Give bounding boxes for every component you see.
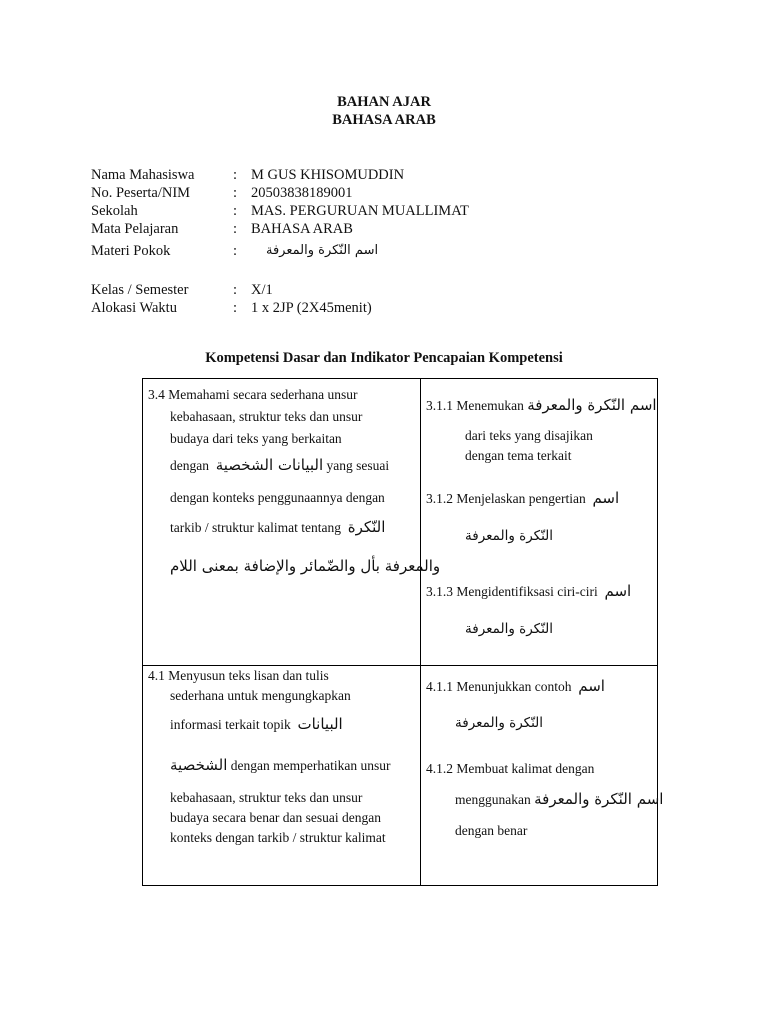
alokasi-label: Alokasi Waktu [91,300,177,316]
ind1-c-arabic-line2: النّكرة والمعرفة [465,621,554,637]
ind1-c [426,582,631,601]
mapel-value: BAHASA ARAB [251,221,353,237]
materi-label: Materi Pokok [91,243,171,259]
nama-label: Nama Mahasiswa [91,167,195,183]
colon: : [233,243,238,259]
kelas-label: Kelas / Semester [91,282,189,298]
mapel-label: Mata Pelajaran [91,221,179,237]
doc-title-line2: BAHASA ARAB [332,112,436,128]
doc-title-line1: BAHAN AJAR [337,94,431,110]
kd2-line4-text: dengan memperhatikan unsur [230,758,391,773]
ind1-b-arabic: اسم [592,489,620,507]
ind2-b-line2 [455,790,663,809]
ind2-a-arabic-line2: النّكرة والمعرفة [455,715,544,731]
kd1-line4-arabic: البيانات الشخصية [215,456,324,474]
ind2-a-text: 4.1.1 Menunjukkan contoh [426,679,572,694]
nim-label: No. Peserta/NIM [91,185,191,201]
kd2-line4 [170,756,390,775]
kelas-value: X/1 [251,282,273,298]
colon: : [233,203,238,219]
kd1-line4 [170,456,389,475]
kd2-line3-arabic: البيانات [297,715,343,733]
competency-table [142,378,664,886]
ind1-a-line2: dari teks yang disajikan [465,428,593,443]
kd2-line4-arabic: الشخصية [170,756,228,774]
kd2-line6: budaya secara benar dan sesuai dengan [170,810,382,825]
ind2-b-line2-text: menggunakan [455,792,531,807]
row-divider [143,665,657,666]
ind1-c-arabic: اسم [604,582,632,600]
colon: : [233,221,238,237]
ind1-a-line3: dengan tema terkait [465,448,572,463]
ind1-a-arabic: اسم النّكرة والمعرفة [527,396,657,414]
kd1-line4-text-a: dengan [170,458,209,473]
kd2-line3 [170,715,343,734]
colon: : [233,167,238,183]
sekolah-label: Sekolah [91,203,138,219]
ind1-b [426,489,619,508]
kd2-line7: konteks dengan tarkib / struktur kalimat [170,830,386,845]
kd2-line3-text: informasi terkait topik [170,717,291,732]
ind2-b: 4.1.2 Membuat kalimat dengan [426,761,595,776]
kd2-line5: kebahasaan, struktur teks dan unsur [170,790,363,805]
nama-value: M GUS KHISOMUDDIN [251,167,405,183]
kd1-line1: 3.4 Memahami secara sederhana unsur [148,387,358,402]
column-divider [420,379,421,885]
colon: : [233,300,238,316]
ind1-a [426,396,657,415]
section-title: Kompetensi Dasar dan Indikator Pencapaian Kompetensi [205,350,563,366]
ind2-a [426,677,605,696]
nim-value: 20503838189001 [251,185,353,201]
kd1-line6 [170,518,385,537]
sekolah-value: MAS. PERGURUAN MUALLIMAT [251,203,469,219]
materi-value: اسم النّكرة والمعرفة [266,243,379,258]
alokasi-value: 1 x 2JP (2X45menit) [251,300,372,316]
kd1-line2: kebahasaan, struktur teks dan unsur [170,409,363,424]
kd1-line7-arabic: والمعرفة بأل والضّمائر والإضافة بمعنى اللام [170,557,441,575]
kd2-line2: sederhana untuk mengungkapkan [170,688,351,703]
ind1-b-arabic-line2: النّكرة والمعرفة [465,528,554,544]
ind1-b-text: 3.1.2 Menjelaskan pengertian [426,491,586,506]
kd1-line3: budaya dari teks yang berkaitan [170,431,342,446]
ind2-b-arabic: اسم النّكرة والمعرفة [534,790,664,808]
ind1-a-text: 3.1.1 Menemukan [426,398,524,413]
kd1-line4-text-b: yang sesuai [326,458,390,473]
ind2-b-line3: dengan benar [455,823,528,838]
kd2-line1: 4.1 Menyusun teks lisan dan tulis [148,668,329,683]
ind1-c-text: 3.1.3 Mengidentifiksasi ciri-ciri [426,584,598,599]
kd1-line5: dengan konteks penggunaannya dengan [170,490,385,505]
kd1-line6-arabic: النّكرة [347,518,386,536]
kd1-line6-text: tarkib / struktur kalimat tentang [170,520,341,535]
colon: : [233,282,238,298]
ind2-a-arabic: اسم [578,677,605,695]
colon: : [233,185,238,201]
